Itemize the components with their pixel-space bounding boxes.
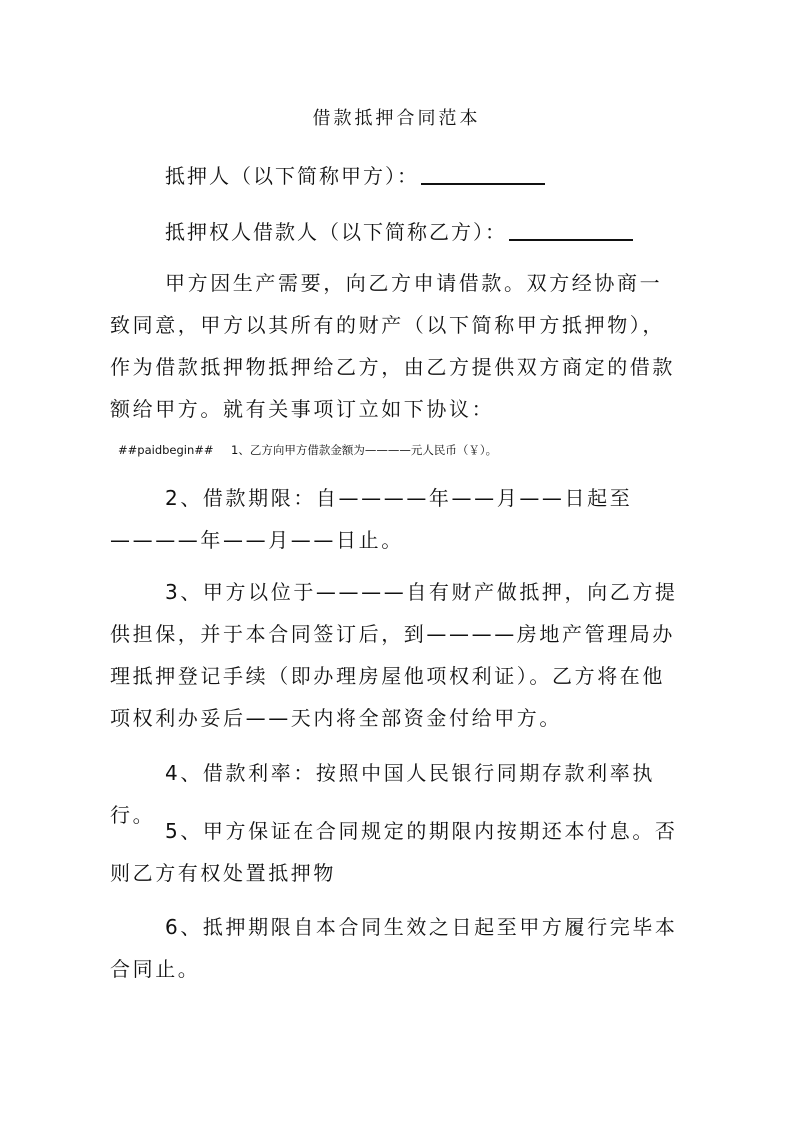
paid-marker: ##paidbegin## [118, 443, 214, 457]
clause-5: 5、甲方保证在合同规定的期限内按期还本付息。否则乙方有权处置抵押物 [110, 819, 678, 885]
party-b-blank [509, 219, 633, 241]
clause-6: 6、抵押期限自本合同生效之日起至甲方履行完毕本合同止。 [110, 915, 678, 981]
clause-4: 4、借款利率：按照中国人民银行同期存款利率执行。 [110, 761, 655, 827]
party-a-label: 抵押人（以下简称甲方）： [165, 164, 419, 188]
party-a-blank [421, 163, 545, 185]
clause-1-line [118, 442, 497, 458]
party-b-line [165, 216, 633, 245]
clause-1: 1、乙方向甲方借款金额为————元人民币（￥）。 [231, 443, 498, 457]
clause-3: 3、甲方以位于————自有财产做抵押，向乙方提供担保，并于本合同签订后，到————房地产管理局办理抵押登记手续（即办理房屋他项权利证）。乙方将在他项权利办妥后——天内将全部资金付给甲方。 [110, 580, 678, 730]
intro-paragraph: 甲方因生产需要，向乙方申请借款。双方经协商一致同意，甲方以其所有的财产（以下简称甲方抵押物），作为借款抵押物抵押给乙方，由乙方提供双方商定的借款额给甲方。就有关事项订立如下协议： [110, 271, 675, 421]
document-title: 借款抵押合同范本 [312, 108, 481, 129]
party-b-label: 抵押权人借款人（以下简称乙方）： [165, 220, 507, 244]
clause-2: 2、借款期限：自————年——月——日起至————年——月——日止。 [110, 486, 633, 552]
party-a-line [165, 160, 545, 189]
